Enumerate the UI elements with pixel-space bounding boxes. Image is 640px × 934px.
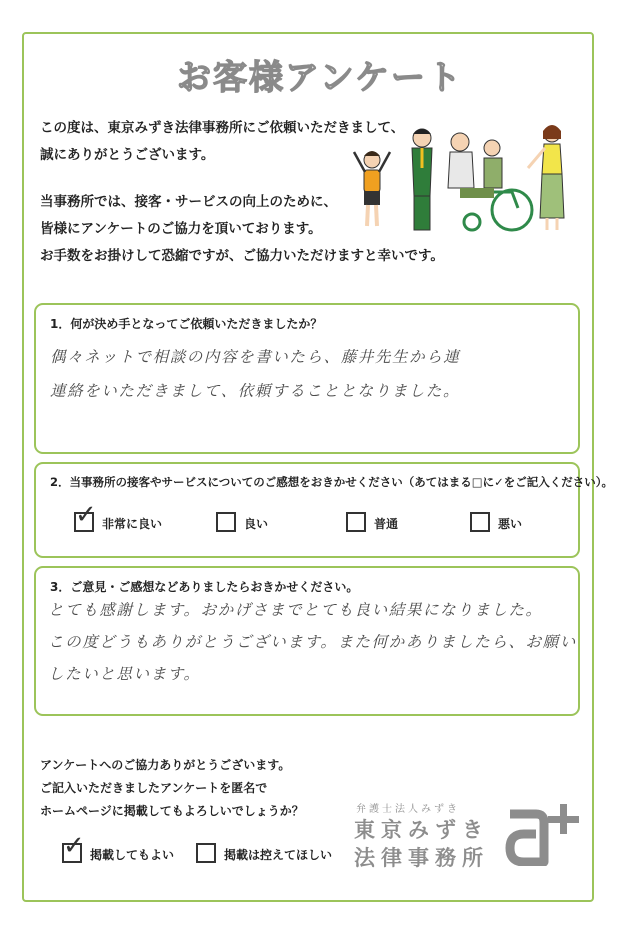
footer-line: アンケートへのご協力ありがとうございます。 [40,758,291,772]
footer-line: ご記入いただきましたアンケートを匿名で [40,781,268,795]
intro-line: 誠にありがとうございます。 [40,147,215,163]
bowing-man-figure [412,129,432,230]
publish-ok-option[interactable] [62,831,175,863]
intro-line: お手数をお掛けして恐縮ですが、ご協力いただけますと幸いです。 [40,248,444,264]
intro-line: この度は、東京みずき法律事務所にご依頼いただきまして、 [40,120,405,136]
question-2-box [34,462,614,558]
firm-subtitle: 弁護士法人みずき [356,804,460,815]
question-1-box [34,303,580,454]
publish-refuse-option[interactable] [196,843,332,863]
child-figure [354,151,390,226]
checkbox[interactable] [62,831,85,863]
firm-name-line-1: 東京みずき [354,818,489,842]
checkbox[interactable] [196,843,216,863]
checkbox[interactable] [74,500,97,532]
question-3-label: 3．ご意見・ご感想などありましたらおきかせください。 [50,580,359,594]
option-label: 非常に良い [102,517,163,531]
option-bad[interactable] [470,512,522,532]
a-plus-logo-icon [504,800,580,866]
page-title: お客様アンケート [177,58,463,98]
q3-answer-line: したいと思います。 [48,665,201,683]
checkbox[interactable] [346,512,366,532]
checkbox[interactable] [216,512,236,532]
option-label: 良い [244,517,269,531]
question-3-box [34,566,580,716]
option-very-good[interactable] [74,500,163,532]
option-good[interactable] [216,512,268,532]
checkbox[interactable] [470,512,490,532]
checkmark-icon: ✓ [75,500,97,530]
q3-answer-line: この度どうもありがとうございます。また何かありましたら、お願い [48,633,577,651]
footer-line: ホームページに掲載してもよろしいでしょうか？ [40,804,304,818]
q1-answer-line: 連絡をいただきまして、依頼することとなりました。 [50,382,461,400]
checkmark-icon: ✓ [63,831,85,861]
intro-line: 皆様にアンケートのご協力を頂いております。 [40,221,322,237]
option-label: 掲載してもよい [90,848,175,862]
question-2-label: 2．当事務所の接客やサービスについてのご感想をおきかせください（あてはまる□に✓をご記入ください）。 [50,475,614,489]
q1-answer-line: 偶々ネットで相談の内容を書いたら、藤井先生から連 [50,348,461,366]
firm-name-line-2: 法律事務所 [354,846,489,870]
intro-line: 当事務所では、接客・サービスの向上のために、 [40,194,337,210]
wheelchair-figure [448,133,532,230]
option-label: 掲載は控えてほしい [224,848,333,862]
option-label: 悪い [498,517,523,531]
q3-answer-line: とても感謝します。おかげさまでとても良い結果になりました。 [48,601,543,619]
option-label: 普通 [374,517,399,531]
option-normal[interactable] [346,512,398,532]
people-illustration [342,118,582,238]
question-1-label: 1．何が決め手となってご依頼いただきましたか？ [50,317,323,331]
woman-figure [528,125,564,230]
